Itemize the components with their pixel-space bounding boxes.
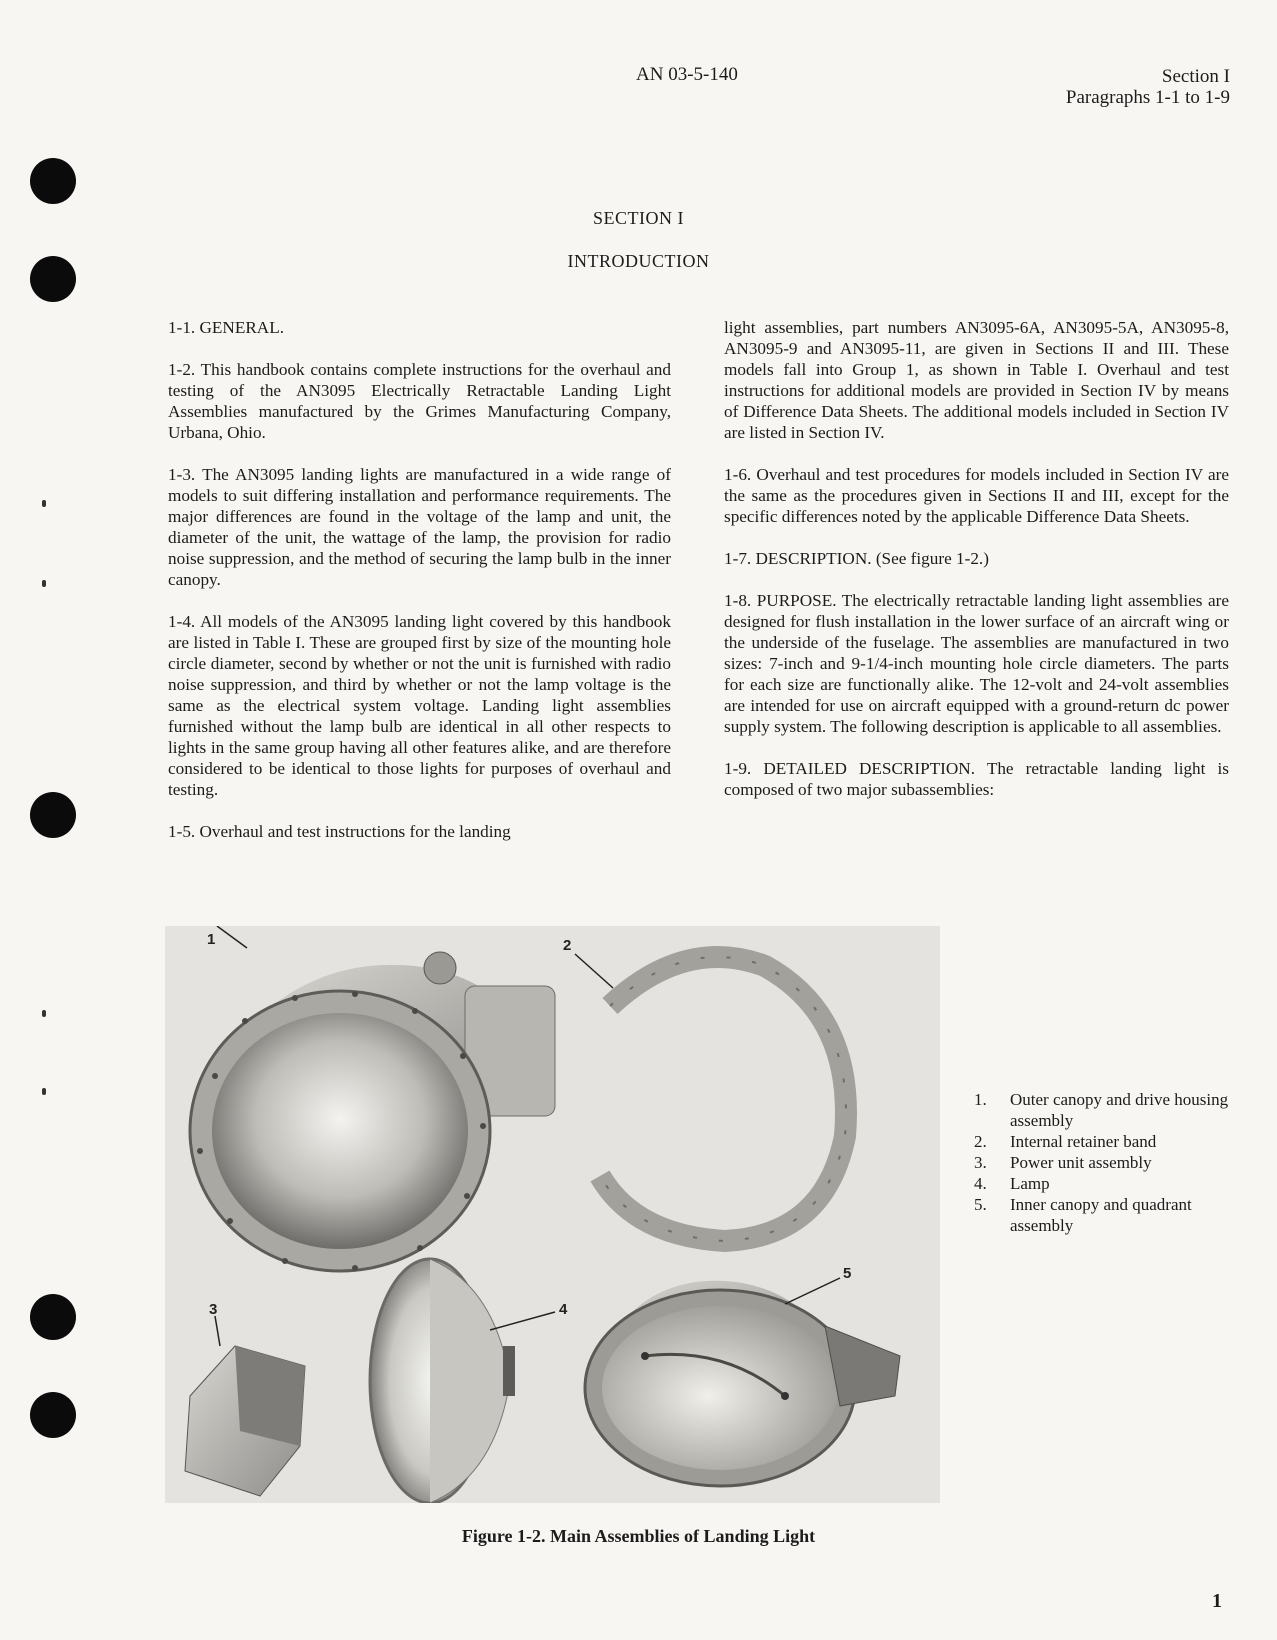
legend-number: 4. xyxy=(974,1174,987,1193)
binder-hole xyxy=(30,1294,76,1340)
paragraph: 1-8. PURPOSE. The electrically retractable landing light assemblies are designed for flush installation in the lower surface of an aircraft wing or the underside of the fuselage. The assemblies are manufactured in two sizes: 7-inch and 9-1/4-inch mounting hole circle diameters. The parts for each size are functionally alike. The 12-volt and 24-volt assemblies are intended for use on aircraft equipped with a ground-return dc power supply system. The following description is applicable to all assemblies. xyxy=(724,591,1229,736)
page-number: 1 xyxy=(1212,1590,1222,1612)
margin-mark xyxy=(42,580,46,587)
paragraph: 1-2. This handbook contains complete instructions for the overhaul and testing of the AN3095 Electrically Retractable Landing Light Assemblies manufactured by the Grimes Manufacturing Company, Urbana, Ohio. xyxy=(168,360,671,442)
callout-1: 1 xyxy=(207,931,216,948)
legend-number: 5. xyxy=(974,1195,987,1214)
paragraph: 1-7. DESCRIPTION. (See figure 1-2.) xyxy=(724,549,989,568)
right-column xyxy=(724,317,1229,821)
lamp-terminal xyxy=(503,1346,515,1396)
binder-hole xyxy=(30,158,76,204)
assemblies-illustration xyxy=(165,926,940,1503)
retainer-band xyxy=(600,957,846,1241)
section-subtitle: INTRODUCTION xyxy=(567,251,710,271)
canopy-bowl xyxy=(212,1013,468,1249)
legend-item xyxy=(974,1194,1234,1236)
leader-line xyxy=(490,1312,555,1330)
legend-text: Lamp xyxy=(1010,1174,1050,1193)
callout-3: 3 xyxy=(209,1301,218,1318)
connector xyxy=(424,952,456,984)
leader-line xyxy=(215,1316,220,1346)
doc-number: AN 03-5-140 xyxy=(636,64,738,85)
legend-text: Power unit assembly xyxy=(1010,1153,1152,1172)
paragraph: 1-1. GENERAL. xyxy=(168,318,284,337)
leader-line xyxy=(217,926,247,948)
paragraph: 1-6. Overhaul and test procedures for models included in Section IV are the same as the procedures given in Sections II and III, except for the specific differences noted by the applicable Difference Data Sheets. xyxy=(724,465,1229,526)
callout-5: 5 xyxy=(843,1265,852,1282)
lamp-rim xyxy=(430,1259,510,1503)
legend-number: 1. xyxy=(974,1090,987,1109)
paragraph-range: Paragraphs 1-1 to 1-9 xyxy=(1065,87,1230,108)
terminal xyxy=(781,1392,789,1400)
left-column xyxy=(168,317,671,863)
callout-2: 2 xyxy=(563,937,572,954)
legend-number: 2. xyxy=(974,1132,987,1151)
paragraph: light assemblies, part numbers AN3095-6A, AN3095-5A, AN3095-8, AN3095-9 and AN3095-11, are given in Sections II and III. These models fall into Group 1, as shown in Table I. Overhaul and test instructions for additional models are provided in Section IV by means of Difference Data Sheets. The additional models included in Section IV are listed in Section IV. xyxy=(724,318,1229,442)
callout-4: 4 xyxy=(559,1301,568,1318)
margin-mark xyxy=(42,500,46,507)
section-label: Section I xyxy=(1161,66,1230,87)
paragraph: 1-4. All models of the AN3095 landing light covered by this handbook are listed in Table I. These are grouped first by size of the mounting hole circle diameter, second by whether or not the unit is furnished with radio noise suppression, and third by whether or not the lamp voltage is the same as the electrical system voltage. Landing light assemblies furnished without the lamp bulb are identical in all other respects to lights in the same group having all other features alike, and are therefore considered to be identical to those lights for purposes of overhaul and testing. xyxy=(168,612,671,799)
legend-number: 3. xyxy=(974,1153,987,1172)
margin-mark xyxy=(42,1088,46,1095)
legend-item xyxy=(974,1131,1234,1152)
paragraph: 1-3. The AN3095 landing lights are manufactured in a wide range of models to suit differing installation and performance requirements. The major differences are found in the voltage of the lamp and unit, the diameter of the unit, the wattage of the lamp, the provision for radio noise suppression, and the method of securing the lamp bulb in the inner canopy. xyxy=(168,465,671,589)
binder-hole xyxy=(30,1392,76,1438)
legend-text: Outer canopy and drive housing assembly xyxy=(1010,1090,1229,1130)
paragraph: 1-9. DETAILED DESCRIPTION. The retractable landing light is composed of two major subassemblies: xyxy=(724,759,1229,799)
power-unit-face xyxy=(235,1346,305,1446)
leader-line xyxy=(785,1278,840,1304)
legend-item xyxy=(974,1173,1234,1194)
legend-item xyxy=(974,1089,1234,1131)
inner-canopy-bowl xyxy=(602,1306,838,1470)
terminal xyxy=(641,1352,649,1360)
legend-text: Inner canopy and quadrant assembly xyxy=(1010,1195,1192,1235)
section-title: SECTION I xyxy=(593,208,684,228)
legend-text: Internal retainer band xyxy=(1010,1132,1157,1151)
figure-legend xyxy=(974,1089,1234,1236)
binder-hole xyxy=(30,792,76,838)
margin-mark xyxy=(42,1010,46,1017)
figure-photo xyxy=(165,926,940,1503)
paragraph: 1-5. Overhaul and test instructions for the landing xyxy=(168,822,511,841)
legend-item xyxy=(974,1152,1234,1173)
leader-line xyxy=(575,954,613,988)
figure-caption: Figure 1-2. Main Assemblies of Landing Light xyxy=(461,1526,816,1546)
